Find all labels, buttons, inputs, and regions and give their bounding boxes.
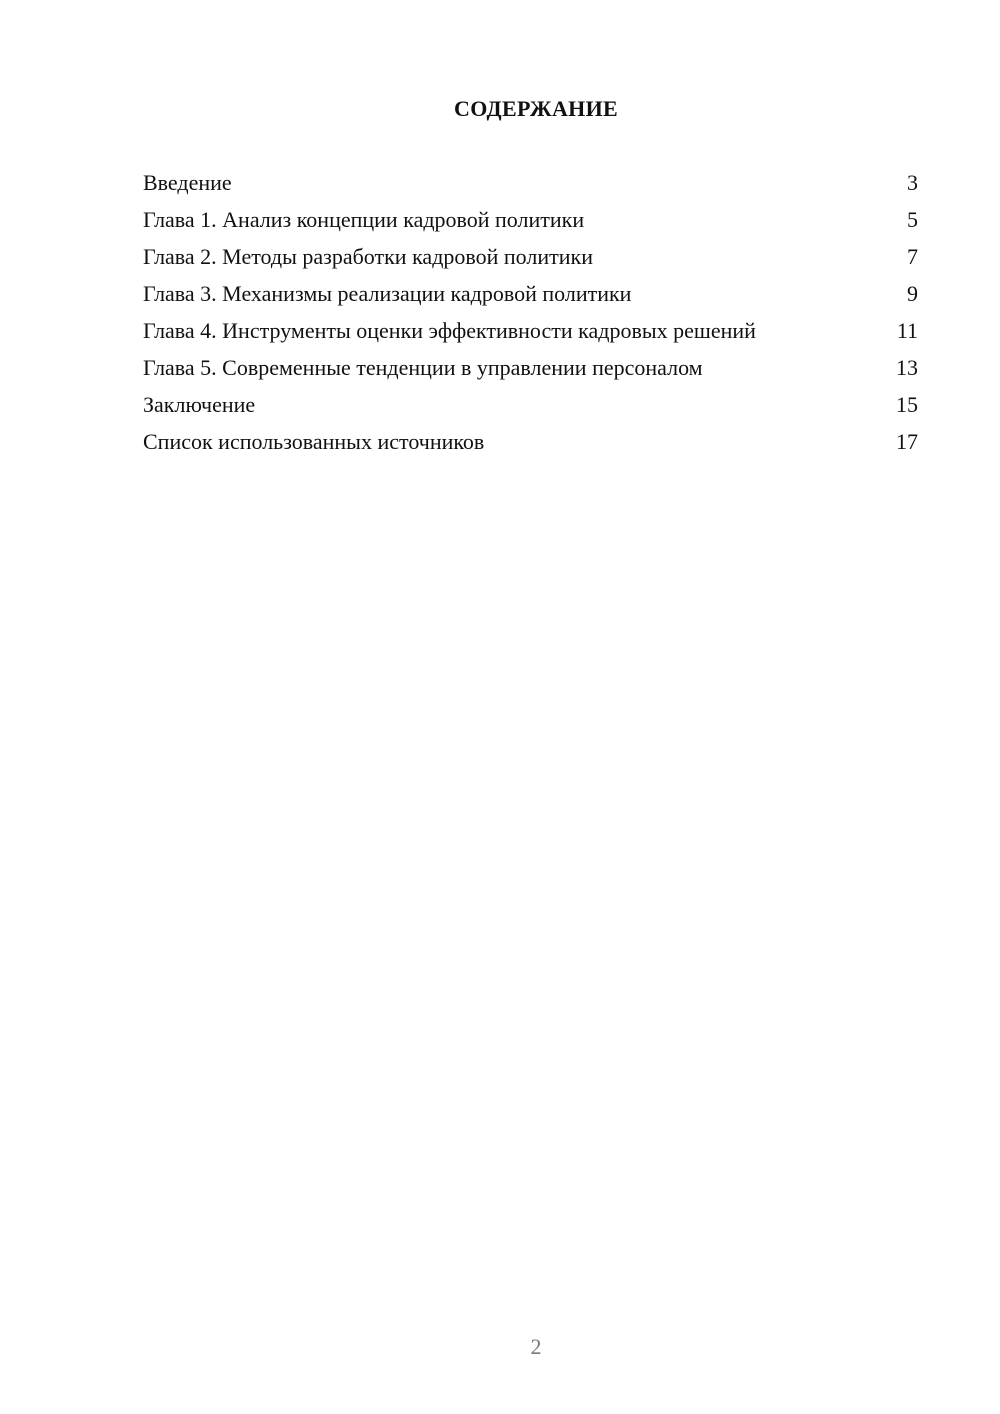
toc-entry-label: Глава 3. Механизмы реализации кадровой политики	[143, 281, 632, 306]
toc-entry-introduction	[143, 170, 918, 195]
toc-entry-page: 7	[907, 244, 918, 269]
toc-entry-page: 17	[896, 429, 918, 454]
toc-entry-label: Глава 1. Анализ концепции кадровой политики	[143, 207, 585, 232]
toc-entry-label: Заключение	[143, 392, 256, 417]
toc-entry-label: Глава 4. Инструменты оценки эффективности кадровых решений	[143, 318, 756, 343]
toc-entry-page: 5	[907, 207, 918, 232]
toc-entry-label: Список использованных источников	[143, 429, 485, 454]
toc-entry-page: 11	[896, 318, 918, 343]
toc-entry-chapter-2	[143, 244, 918, 269]
toc-entry-chapter-3	[143, 281, 918, 306]
toc-entry-chapter-5	[143, 355, 918, 380]
toc-entry-label: Введение	[143, 170, 232, 195]
toc-entry-chapter-1	[143, 207, 918, 232]
toc-entry-page: 9	[907, 281, 918, 306]
page-title: СОДЕРЖАНИЕ	[454, 96, 618, 121]
toc-entry-page: 15	[896, 392, 918, 417]
toc-entry-label: Глава 2. Методы разработки кадровой политики	[143, 244, 593, 269]
toc-entry-references	[143, 429, 918, 454]
toc-entry-conclusion	[143, 392, 918, 417]
toc-entry-label: Глава 5. Современные тенденции в управлении персоналом	[143, 355, 703, 380]
table-of-contents	[143, 170, 918, 466]
toc-entry-page: 13	[896, 355, 918, 380]
page-number: 2	[530, 1334, 542, 1359]
toc-entry-chapter-4	[143, 318, 918, 343]
toc-entry-page: 3	[907, 170, 918, 195]
